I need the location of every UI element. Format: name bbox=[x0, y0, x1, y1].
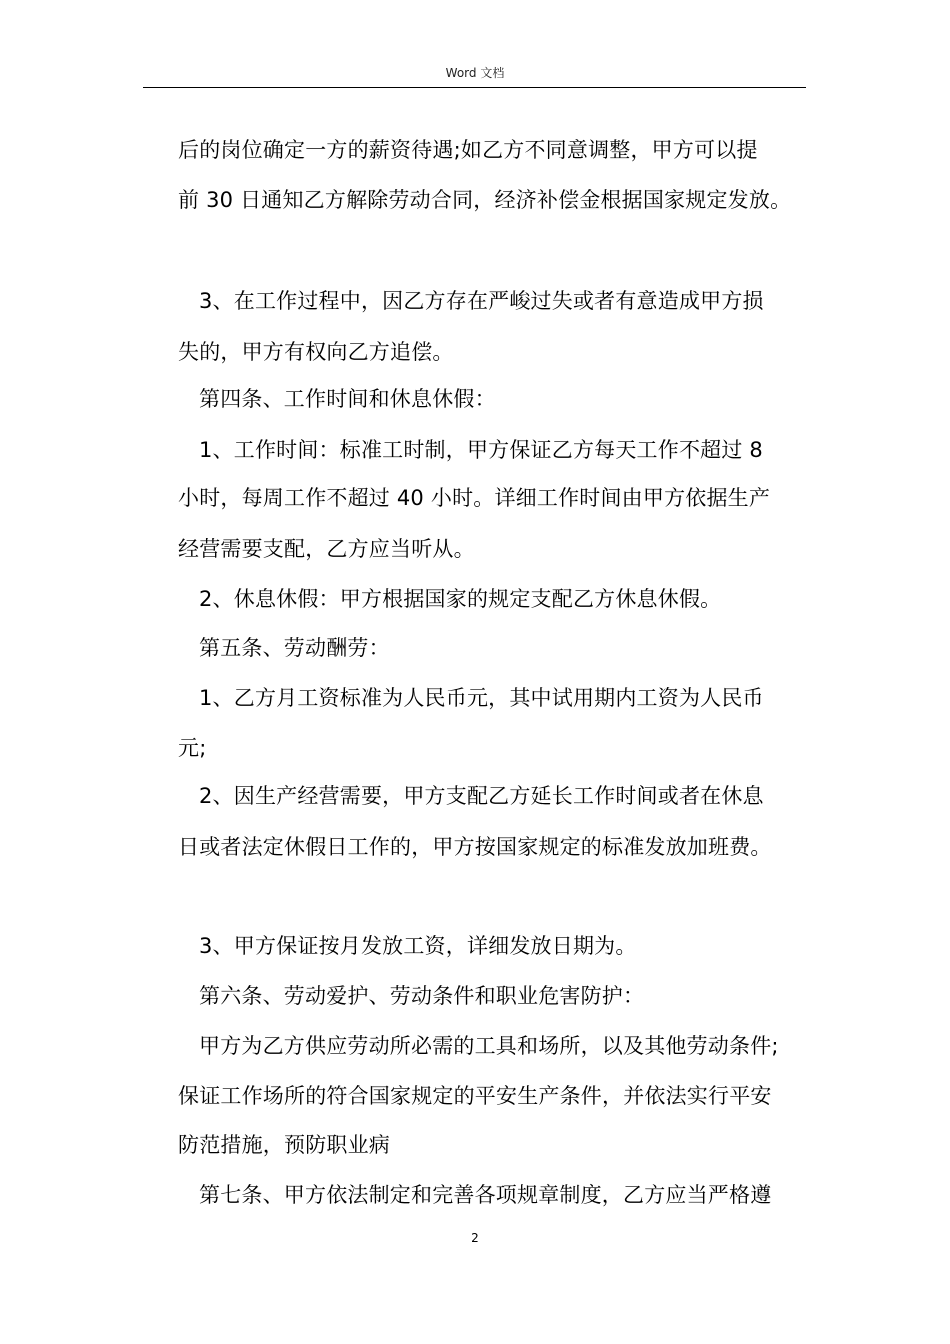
paragraph-line: 3、甲方保证按月发放工资，详细发放日期为。 bbox=[199, 934, 637, 958]
section-heading: 第五条、劳动酬劳： bbox=[199, 636, 390, 660]
section-heading: 第四条、工作时间和休息休假： bbox=[199, 387, 496, 411]
paragraph-line: 小时，每周工作不超过 40 小时。详细工作时间由甲方依据生产 bbox=[178, 486, 771, 510]
page-number: 2 bbox=[471, 1231, 479, 1245]
paragraph-line: 甲方为乙方供应劳动所必需的工具和场所，以及其他劳动条件; bbox=[199, 1034, 779, 1058]
paragraph-line: 后的岗位确定一方的薪资待遇;如乙方不同意调整，甲方可以提 bbox=[178, 138, 758, 162]
page-header: Word 文档 bbox=[445, 66, 505, 80]
header-divider bbox=[143, 87, 806, 88]
paragraph-line: 元; bbox=[178, 736, 207, 760]
paragraph-line: 失的，甲方有权向乙方追偿。 bbox=[178, 340, 454, 364]
paragraph-line: 2、休息休假：甲方根据国家的规定支配乙方休息休假。 bbox=[199, 587, 722, 611]
paragraph-line: 经营需要支配，乙方应当听从。 bbox=[178, 537, 475, 561]
paragraph-line: 1、工作时间：标准工时制，甲方保证乙方每天工作不超过 8 bbox=[199, 438, 763, 462]
section-heading: 第六条、劳动爱护、劳动条件和职业危害防护： bbox=[199, 984, 645, 1008]
paragraph-line: 日或者法定休假日工作的，甲方按国家规定的标准发放加班费。 bbox=[178, 835, 772, 859]
section-heading: 第七条、甲方依法制定和完善各项规章制度，乙方应当严格遵 bbox=[199, 1183, 772, 1207]
paragraph-line: 1、乙方月工资标准为人民币元，其中试用期内工资为人民币 bbox=[199, 686, 764, 710]
paragraph-line: 保证工作场所的符合国家规定的平安生产条件，并依法实行平安 bbox=[178, 1084, 772, 1108]
paragraph-line: 3、在工作过程中，因乙方存在严峻过失或者有意造成甲方损 bbox=[199, 289, 764, 313]
paragraph-line: 防范措施，预防职业病 bbox=[178, 1133, 390, 1157]
paragraph-line: 前 30 日通知乙方解除劳动合同，经济补偿金根据国家规定发放。 bbox=[178, 188, 792, 212]
paragraph-line: 2、因生产经营需要，甲方支配乙方延长工作时间或者在休息 bbox=[199, 784, 764, 808]
